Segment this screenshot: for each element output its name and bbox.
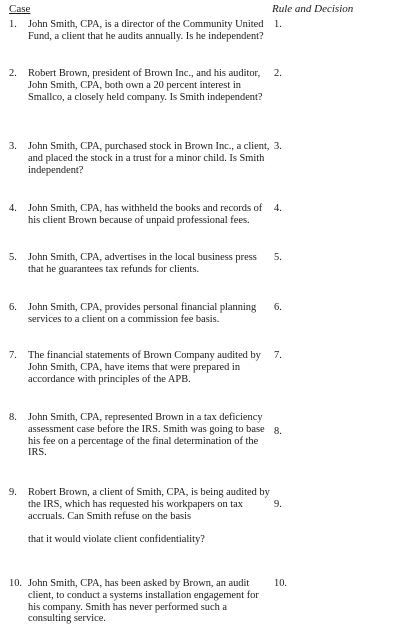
- case-item-9: [9, 487, 271, 546]
- case-item-6: [9, 302, 271, 326]
- case-text: John Smith, CPA, has withheld the books and records of his client Brown because of unpaid professional fees.: [28, 203, 263, 226]
- case-number: 8.: [9, 412, 17, 423]
- case-item-5: [9, 252, 271, 276]
- case-number: 9.: [9, 487, 17, 498]
- rule-decision-column-header: Rule and Decision: [272, 3, 354, 15]
- case-text: John Smith, CPA, provides personal financial planning services to a client on a commission fee basis.: [28, 302, 257, 325]
- rule-entry-2: 2.: [274, 68, 282, 79]
- case-text: John Smith, CPA, is a director of the Community United Fund, a client that he audits annually. Is he independent?: [28, 19, 264, 42]
- case-text: John Smith, CPA, represented Brown in a tax deficiency assessment case before the IRS. Smith was going to base his fee on a percentage of the final determination of the IRS.: [28, 412, 265, 459]
- case-text-continued: that it would violate client confidentiality?: [28, 534, 205, 546]
- case-number: 4.: [9, 203, 17, 214]
- case-text: Robert Brown, a client of Smith, CPA, is being audited by the IRS, which has requested his workpapers on tax accruals. Can Smith refuse on the basis: [28, 487, 270, 522]
- rule-entry-7: 7.: [274, 350, 282, 361]
- case-item-10: [9, 578, 271, 625]
- case-column-header: Case: [9, 3, 31, 15]
- case-item-2: [9, 68, 271, 103]
- rule-entry-5: 5.: [274, 252, 282, 263]
- case-item-3: [9, 141, 271, 176]
- case-item-7: [9, 350, 271, 385]
- case-number: 6.: [9, 302, 17, 313]
- rule-entry-3: 3.: [274, 141, 282, 152]
- case-item-1: [9, 19, 271, 43]
- case-item-8: [9, 412, 271, 459]
- case-text: The financial statements of Brown Company audited by John Smith, CPA, have items that were prepared in accordance with principles of the APB.: [28, 350, 261, 385]
- case-number: 10.: [9, 578, 22, 589]
- case-number: 2.: [9, 68, 17, 79]
- case-number: 1.: [9, 19, 17, 30]
- case-text: John Smith, CPA, has been asked by Brown, an audit client, to conduct a systems installation engagement for his company. Smith has never performed such a consulting service.: [28, 578, 259, 625]
- case-number: 5.: [9, 252, 17, 263]
- rule-entry-6: 6.: [274, 302, 282, 313]
- case-text: John Smith, CPA, advertises in the local business press that he guarantees tax refunds for clients.: [28, 252, 257, 275]
- rule-entry-4: 4.: [274, 203, 282, 214]
- case-number: 7.: [9, 350, 17, 361]
- rule-entry-1: 1.: [274, 19, 282, 30]
- rule-entry-9: 9.: [274, 499, 282, 510]
- case-item-4: [9, 203, 271, 227]
- case-text: John Smith, CPA, purchased stock in Brown Inc., a client, and placed the stock in a trust for a minor child. Is Smith independent?: [28, 141, 270, 176]
- case-text: Robert Brown, president of Brown Inc., and his auditor, John Smith, CPA, both own a 20 percent interest in Smallco, a closely held company. Is Smith independent?: [28, 68, 263, 103]
- case-number: 3.: [9, 141, 17, 152]
- rule-entry-8: 8.: [274, 426, 282, 437]
- rule-entry-10: 10.: [274, 578, 287, 589]
